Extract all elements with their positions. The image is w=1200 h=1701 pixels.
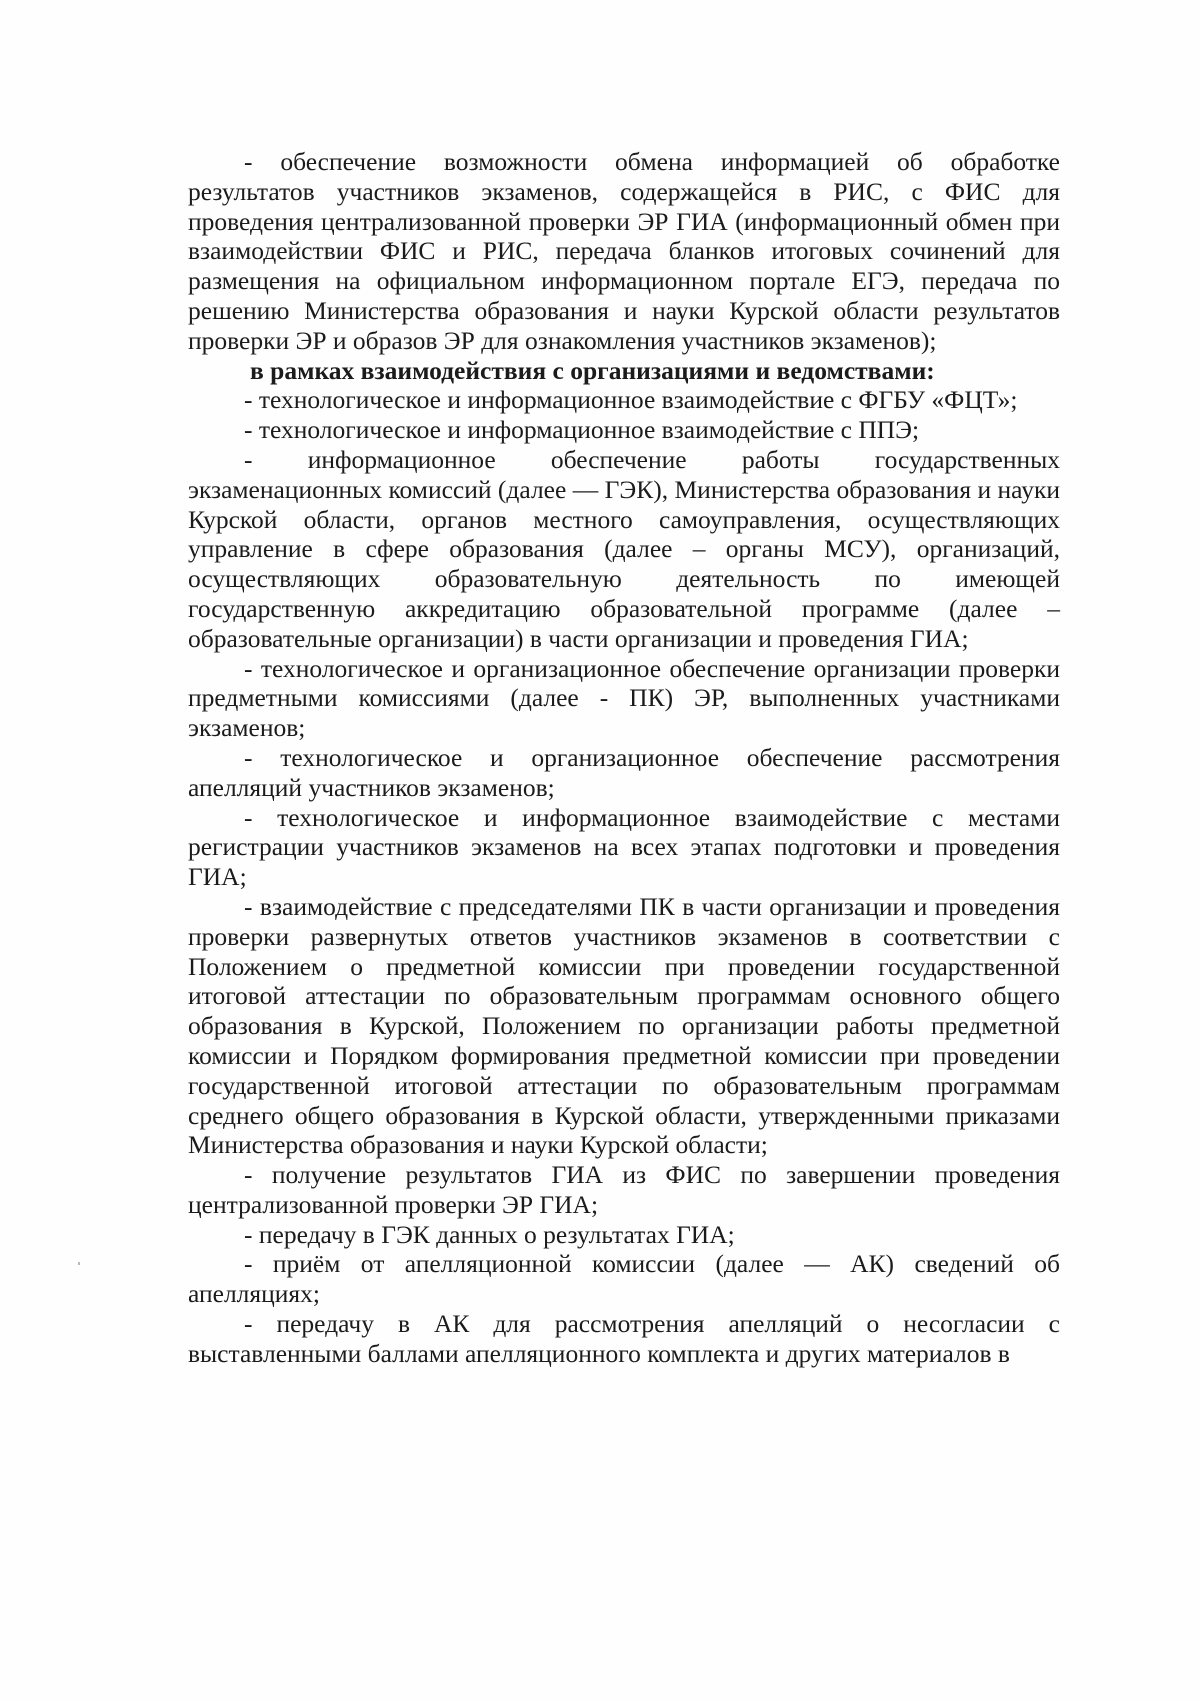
- list-item: - технологическое и организационное обеспечение рассмотрения апелляций участников экзаменов;: [188, 742, 1060, 802]
- scan-margin-mark: [78, 1262, 80, 1265]
- list-item: - передачу в АК для рассмотрения апелляций о несогласии с выставленными баллами апелляционного комплекта и других материалов в: [188, 1309, 1060, 1368]
- list-item: - взаимодействие с председателями ПК в части организации и проведения проверки развернутых ответов участников экзаменов в соответствии с Положением о предметной комиссии при проведении государственной итоговой аттестации по образовательным программам основного общего образования в Курской, Положением по организации работы предметной комиссии и Порядком формирования предметной комиссии при проведении государственной итоговой аттестации по образовательным программам среднего общего образования в Курской области, утвержденными приказами Министерства образования и науки Курской области;: [188, 891, 1060, 1160]
- list-item: - получение результатов ГИА из ФИС по завершении проведения централизованной проверки ЭР ГИА;: [188, 1160, 1060, 1219]
- list-item: - технологическое и информационное взаимодействие с ФГБУ «ФЦТ»;: [244, 385, 1018, 415]
- document-body: [188, 147, 1060, 1369]
- list-item: - технологическое и информационное взаимодействие с ППЭ;: [244, 415, 920, 445]
- list-item: - приём от апелляционной комиссии (далее — АК) сведений об апелляциях;: [188, 1249, 1060, 1309]
- list-item: - технологическое и информационное взаимодействие с местами регистрации участников экзаменов на всех этапах подготовки и проведения ГИА;: [188, 802, 1060, 892]
- list-item: - информационное обеспечение работы государственных экзаменационных комиссий (далее — ГЭК), Министерства образования и науки Курской области, органов местного самоуправления, осуществляющих управление в сфере образования (далее – органы МСУ), организаций, осуществляющих образовательную деятельность по имеющей государственную аккредитацию образовательной программе (далее – образовательные организации) в части организации и проведения ГИА;: [188, 444, 1060, 653]
- list-item: - технологическое и организационное обеспечение организации проверки предметными комиссиями (далее - ПК) ЭР, выполненных участниками экзаменов;: [188, 653, 1060, 743]
- list-item: - обеспечение возможности обмена информацией об обработке результатов участников экзаменов, содержащейся в РИС, с ФИС для проведения централизованной проверки ЭР ГИА (информационный обмен при взаимодействии ФИС и РИС, передача бланков итоговых сочинений для размещения на официальном информационном портале ЕГЭ, передача по решению Министерства образования и науки Курской области результатов проверки ЭР и образов ЭР для ознакомления участников экзаменов);: [188, 147, 1060, 355]
- list-item: - передачу в ГЭК данных о результатах ГИА;: [244, 1219, 735, 1249]
- section-heading: в рамках взаимодействия с организациями и ведомствами:: [250, 355, 935, 385]
